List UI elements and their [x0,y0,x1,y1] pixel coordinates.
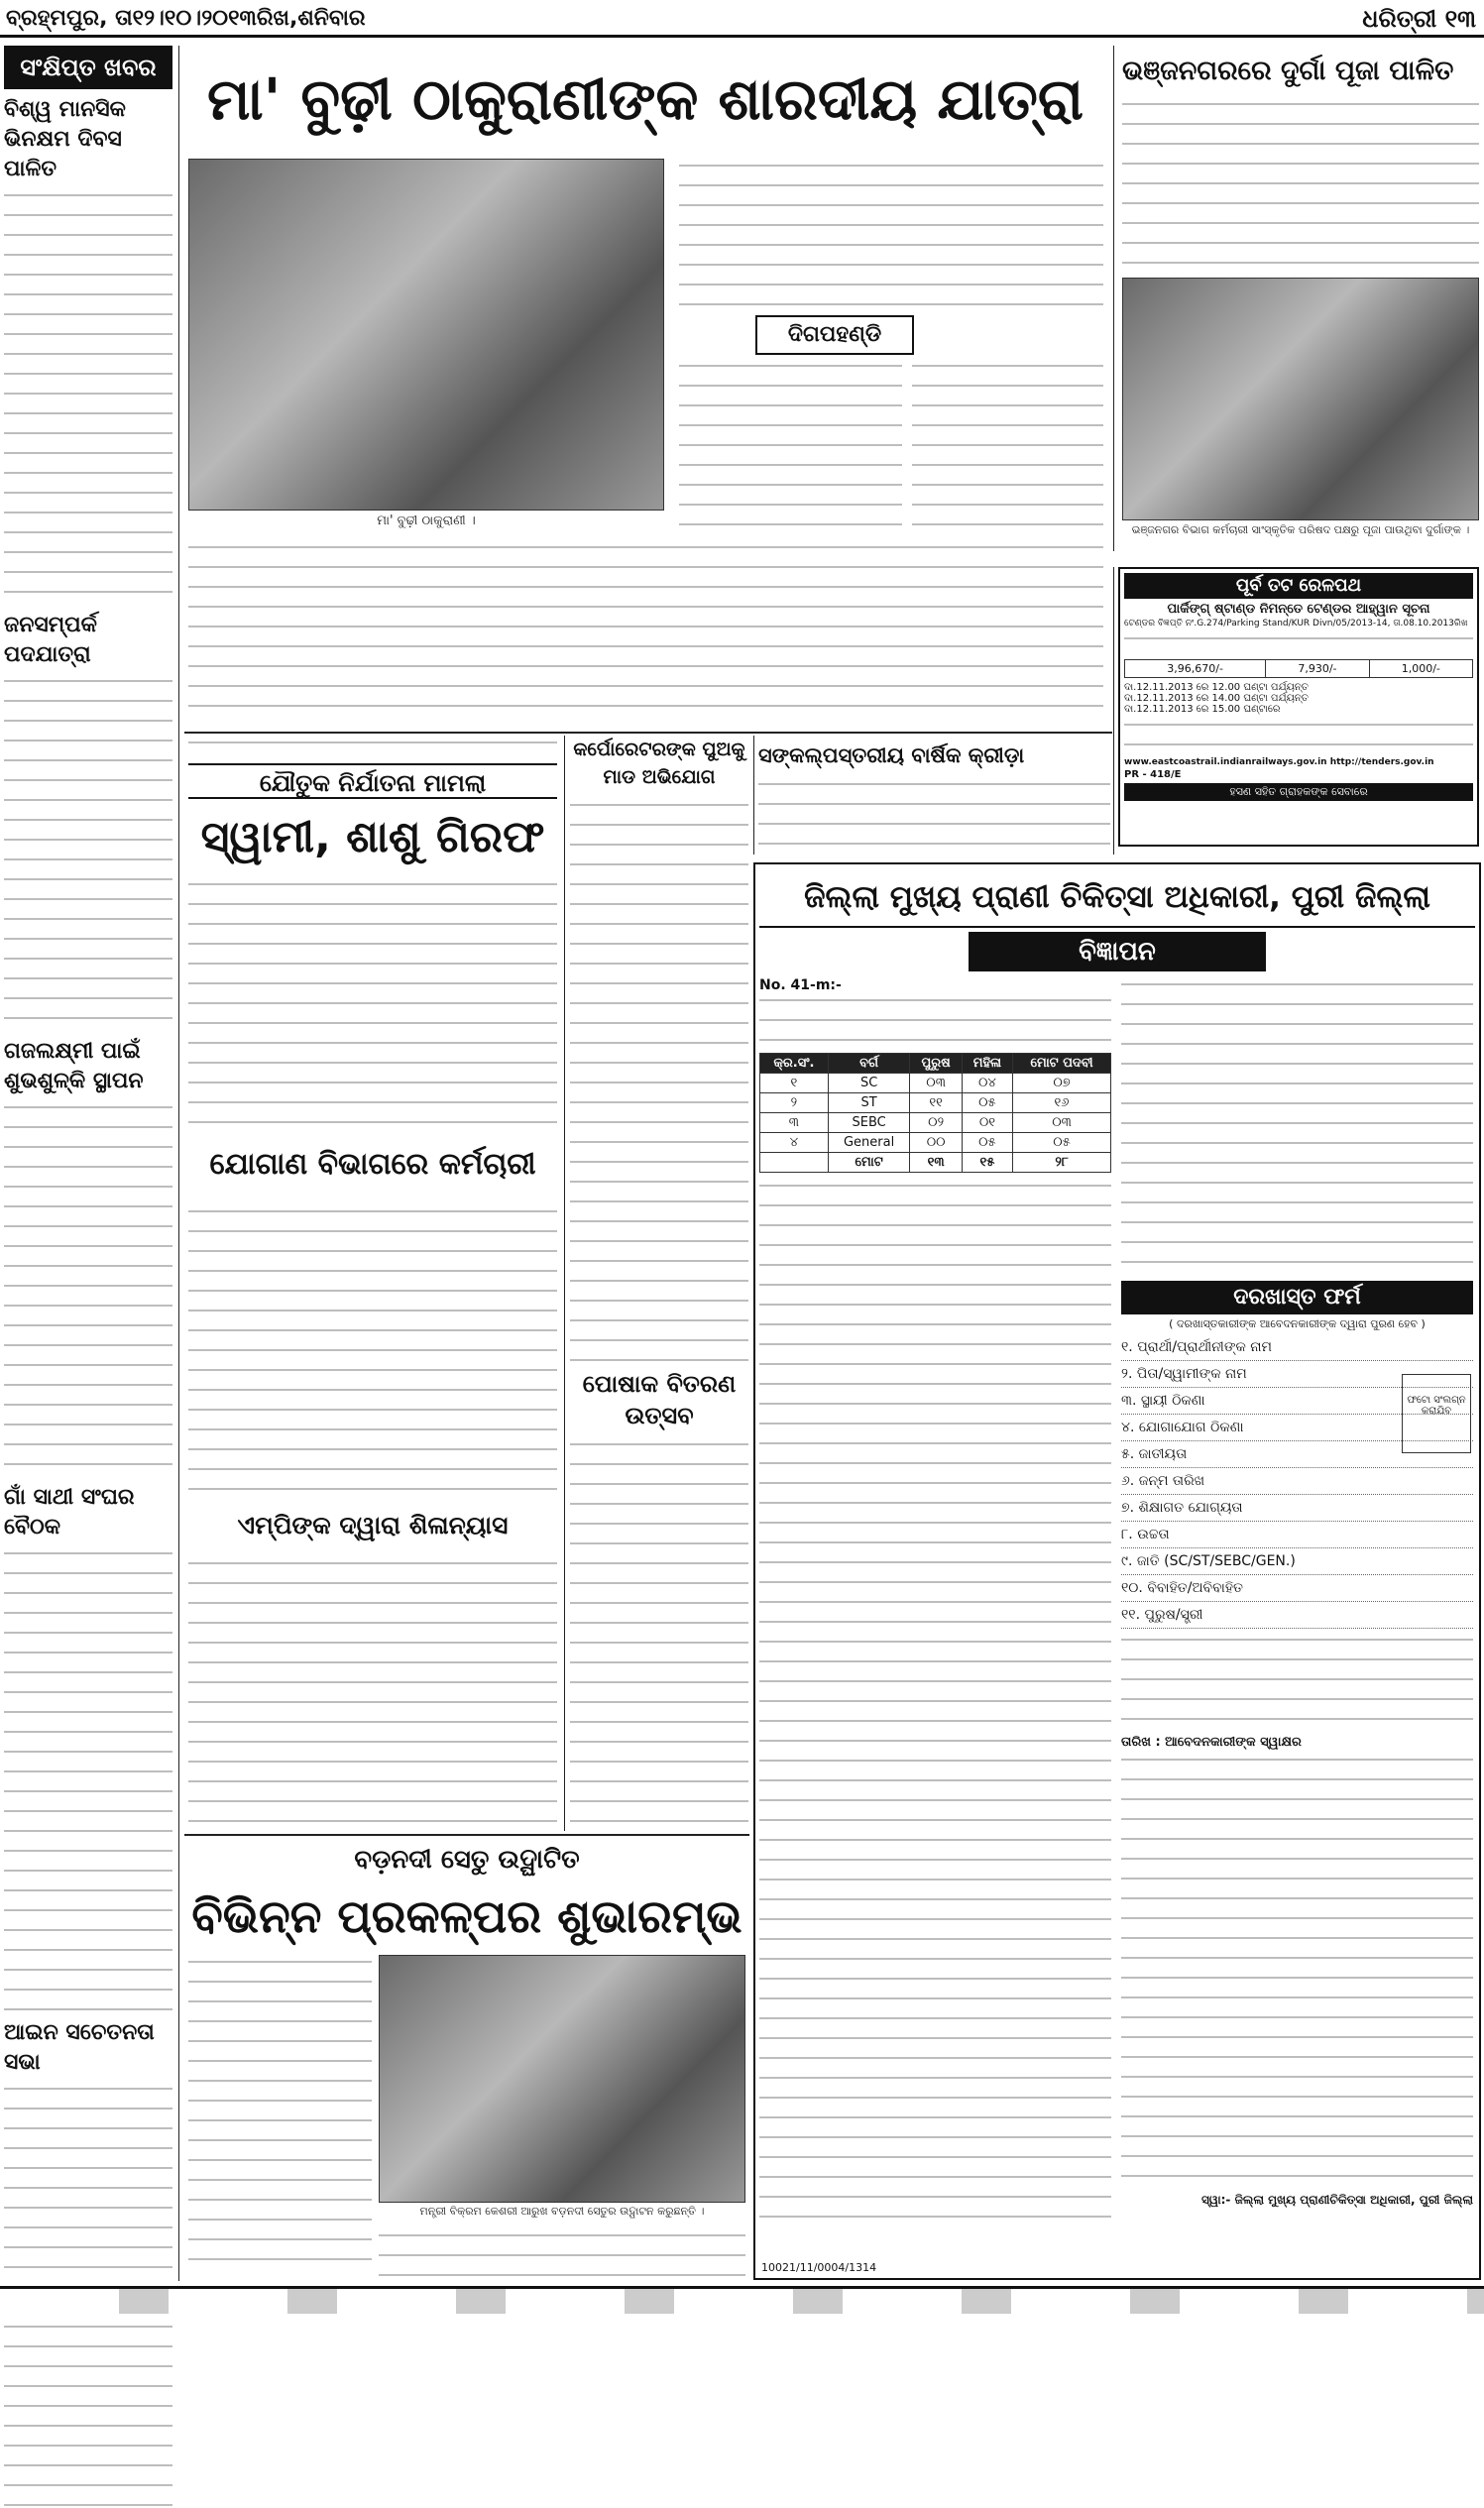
table-cell: ୦୫ [962,1093,1012,1113]
table-cell: ୧ [760,1074,829,1093]
table-cell: ୨୮ [1013,1153,1111,1173]
table-cell: ୦୫ [1013,1133,1111,1153]
table-cell: ୦୧ [962,1113,1012,1133]
table-cell: SEBC [828,1113,910,1133]
lead-headline: ମା' ବୁଢ଼ୀ ଠାକୁରାଣୀଙ୍କ ଶାରଦୀୟ ଯାତ୍ରା [206,65,1084,133]
brief-text [4,1546,172,2012]
lead-text [679,359,902,527]
supply-dept-headline: ଯୋଗାଣ ବିଭାଗରେ କର୍ମଚାରୀ [209,1147,536,1182]
table-cell: ୧୬ [1013,1093,1111,1113]
lead-text [679,159,1103,312]
form-field: ୪. ଯୋଗାଯୋଗ ଠିକଣା [1121,1415,1473,1441]
tender-date: ଦା.12.11.2013 ରେ 12.00 ଘଣ୍ଟା ପର୍ଯ୍ୟନ୍ତ [1124,682,1309,693]
ad-title: ଜିଲ୍ଲା ମୁଖ୍ୟ ପ୍ରାଣୀ ଚିକିତ୍ସା ଅଧିକାରୀ, ପୁରୀ ଜିଲ୍ଲା [759,868,1475,928]
table-header: କ୍ର.ସଂ. [760,1054,829,1074]
form-field: ୫. ଜାତୀୟତା [1121,1441,1473,1468]
sports-headline: ସଙ୍କଲ୍ପସ୍ତରୀୟ ବାର୍ଷିକ କ୍ରୀଡ଼ା [758,743,1025,767]
story-text [188,736,557,761]
table-row [760,1093,1111,1113]
table-cell: ୦୩ [910,1074,962,1093]
sports-text [758,777,1110,853]
form-subtitle: ( ଦରଖାସ୍ତକାରୀଙ୍କ ଆବେଦନକାରୀଙ୍କ ଦ୍ୱାରା ପୁରଣ ହେବ ) [1169,1317,1426,1330]
lead-text [188,540,1103,724]
masthead-bar [0,0,1484,38]
brief-text [4,188,172,605]
table-header: ବର୍ଗ [828,1054,910,1074]
photo-box [1402,1374,1471,1453]
table-cell: ୦୩ [1013,1113,1111,1133]
lead-photo [188,159,664,511]
ad-subtitle: ବିଜ୍ଞାପନ [969,932,1266,971]
table-cell [760,1153,829,1173]
tender-code: PR - 418/E [1124,769,1182,780]
story-text [188,1955,372,2277]
tender-value: 3,96,670/- [1125,660,1266,678]
corporator-son-headline: କର୍ପୋରେଟରଙ୍କ ପୁଅକୁ ମାଡ ଅଭିଯୋଗ [573,739,745,788]
tender-text [1124,718,1473,757]
table-row [760,1074,1111,1093]
table-cell: ୨ [760,1093,829,1113]
bridge-kicker: ବଡ଼ନଦୀ ସେତୁ ଉଦ୍ଘାଟିତ [354,1845,580,1875]
column-rule [1113,46,1114,551]
table-cell: ମୋଟ [828,1153,910,1173]
form-field: ୯. ଜାତି (SC/ST/SEBC/GEN.) [1121,1548,1473,1575]
dowry-kicker: ଯୌତୁକ ନିର୍ଯାତନା ମାମଲା [188,763,557,799]
story-text [570,798,748,1363]
ad-text [1121,1753,1473,2189]
ad-right-col [1121,977,1473,2220]
tender-text [1124,631,1473,657]
ad-body [759,977,1475,2220]
column-rule [753,736,754,855]
application-form [1121,1334,1473,1629]
table-row [760,1133,1111,1153]
table-cell: ୦୨ [910,1113,962,1133]
dateline-box: ଦିଗପହଣ୍ଡି [755,315,914,355]
form-title: ଦରଖାସ୍ତ ଫର୍ମ [1121,1281,1473,1314]
tender-org: ପୂର୍ବ ତଟ ରେଳପଥ [1124,573,1473,599]
table-row [760,1113,1111,1133]
vet-officer-advertisement [753,862,1481,2280]
form-field: ୧୧. ପୁରୁଷ/ସ୍ତ୍ରୀ [1121,1602,1473,1629]
attest-heading: ତାରିଖ : ଆବେଦନକାରୀଙ୍କ ସ୍ୱାକ୍ଷର [1121,1735,1302,1750]
table-cell: SC [828,1074,910,1093]
durga-puja-text [1122,97,1479,271]
dateline: ବ୍ରହ୍ମପୁର, ତା୧୨।୧୦।୨୦୧୩ରିଖ,ଶନିବାର [6,6,366,31]
form-field: ୨. ପିତା/ସ୍ୱାମୀଙ୍କ ନାମ [1121,1361,1473,1388]
table-cell: ୦୭ [1013,1074,1111,1093]
form-field: ୧. ପ୍ରାର୍ଥୀ/ପ୍ରାର୍ଥୀନୀଙ୍କ ନାମ [1121,1334,1473,1361]
tender-table [1124,659,1473,678]
table-cell: ୧୧ [910,1093,962,1113]
section-rule [184,1834,749,1836]
story-text [188,1204,557,1497]
table-cell: ୩ [760,1113,829,1133]
column-rule [564,736,565,1831]
durga-photo [1122,278,1479,520]
brief-text [4,1100,172,1477]
ad-text [759,1179,1111,2220]
brief-headline: ଗାଁ ସାଥୀ ସଂଘର ବୈଠକ [4,1485,135,1539]
ad-left-col [759,977,1111,2220]
table-cell: ୧୫ [962,1153,1012,1173]
table-header: ମୋଟ ପଦବୀ [1013,1054,1111,1074]
tender-ref: ଟେଣ୍ଡର ବିଜ୍ଞପ୍ତି ନଂ.G.274/Parking Stand/KUR Divn/05/2013-14, ତା.08.10.2013ରିଖ [1124,619,1468,628]
ad-number: No. 41-m:- [759,977,842,993]
story-text [379,2228,745,2278]
durga-photo-caption: ଭଞ୍ଜନଗର ବିଭାଗ କର୍ମଚାରୀ ସାଂସ୍କୃତିକ ପରିଷଦ ପକ୍ଷରୁ ପୂଜା ପାଉଥିବା ଦୁର୍ଗାଙ୍କ । [1131,523,1470,536]
column-rule [178,46,179,2281]
form-field: ୮. ଉଚ୍ଚତା [1121,1522,1473,1548]
table-cell: ୦୫ [962,1133,1012,1153]
tender-date: ଦା.12.11.2013 ରେ 14.00 ଘଣ୍ଟା ପର୍ଯ୍ୟନ୍ତ [1124,693,1309,704]
dowry-headline: ସ୍ୱାମୀ, ଶାଶୁ ଗିରଫ [200,812,545,862]
railway-tender-notice [1118,567,1479,847]
ad-text [1121,1633,1473,1732]
lead-photo-caption: ମା' ବୁଢ଼ୀ ଠାକୁରାଣୀ । [377,513,476,528]
table-cell: ୧୩ [910,1153,962,1173]
bridge-photo [379,1955,745,2203]
story-text [188,877,557,1125]
tender-title: ପାର୍କିଙ୍ଗ୍ ଷ୍ଟାଣ୍ଡ ନିମନ୍ତେ ଟେଣ୍ଡର ଆହ୍ୱାନ ସୂଚନା [1167,602,1430,617]
story-text [570,1437,748,1829]
tender-date: ଦା.12.11.2013 ରେ 15.00 ଘଣ୍ଟାରେ [1124,704,1281,715]
brief-headline: ଜନସମ୍ପର୍କ ପଦଯାତ୍ରା [4,613,97,667]
form-field: ୩. ସ୍ଥାୟୀ ଠିକଣା [1121,1388,1473,1415]
ad-text [1121,977,1473,1275]
ad-text [759,993,1111,1053]
left-column [4,46,172,2281]
ad-signature: ସ୍ୱା:- ଜିଲ୍ଲା ମୁଖ୍ୟ ପ୍ରାଣୀଚିକିତ୍ସା ଅଧିକାରୀ, ପୁରୀ ଜିଲ୍ଲା [1201,2193,1473,2207]
table-row [760,1153,1111,1173]
tender-footer: ହସଣ ସହିତ ଗ୍ରାହକଙ୍କ ସେବାରେ [1124,783,1473,801]
form-field: ୭. ଶିକ୍ଷାଗତ ଯୋଗ୍ୟତା [1121,1495,1473,1522]
table-cell: ୪ [760,1133,829,1153]
column-rule [1113,567,1114,855]
form-field: ୧୦. ବିବାହିତ/ଅବିବାହିତ [1121,1575,1473,1602]
table-cell: ୦୪ [962,1074,1012,1093]
vacancy-table [759,1053,1111,1173]
section-rule [184,732,1112,734]
tender-web: www.eastcoastrail.indianrailways.gov.in http://tenders.gov.in [1124,757,1434,767]
form-field: ୬. ଜନ୍ମ ତାରିଖ [1121,1468,1473,1495]
foundation-headline: ଏମ୍ପିଙ୍କ ଦ୍ୱାରା ଶିଳାନ୍ୟାସ [237,1511,509,1539]
uniform-distribution-headline: ପୋଷାକ ବିତରଣ ଉତ୍ସବ [582,1370,737,1429]
ad-code: 10021/11/0004/1314 [761,2261,877,2274]
table-cell: ST [828,1093,910,1113]
bridge-headline: ବିଭିନ୍ନ ପ୍ରକଳ୍ପର ଶୁଭାରମ୍ଭ [191,1889,742,1943]
brief-text [4,674,172,1031]
table-header: ମହିଳା [962,1054,1012,1074]
tender-emd: 7,930/- [1266,660,1369,678]
story-text [188,1556,557,1829]
table-header: ପୁରୁଷ [910,1054,962,1074]
page-label: ଧରିତ୍ରୀ ୧୩ [1362,5,1476,33]
durga-puja-headline: ଭଞ୍ଜନଗରରେ ଦୁର୍ଗା ପୂଜା ପାଳିତ [1122,56,1454,86]
page-footer [0,2286,1484,2314]
brief-headline: ଆଇନ ସଚେତନତା ସଭା [4,2020,155,2075]
tender-fee: 1,000/- [1369,660,1472,678]
brief-news-banner: ସଂକ୍ଷିପ୍ତ ଖବର [4,46,172,89]
table-cell: General [828,1133,910,1153]
photo-box-label: ଫଟୋ ସଂଲଗ୍ନ କରାଯିବ [1407,1395,1466,1417]
brief-headline: ବିଶ୍ୱ ମାନସିକ ଭିନକ୍ଷମ ଦିବସ ପାଳିତ [4,97,126,181]
brief-headline: ଗଜଲକ୍ଷ୍ମୀ ପାଇଁ ଶୁଭଶୁଳ୍କି ସ୍ଥାପନ [4,1039,144,1093]
bridge-photo-caption: ମନ୍ତ୍ରୀ ବିକ୍ରମ କେଶରୀ ଆରୁଖ ବଡ଼ନଦୀ ସେତୁର ଉଦ୍ଘାଟନ କରୁଛନ୍ତି । [419,2205,705,2218]
lead-text [912,359,1103,527]
table-cell: ୦୦ [910,1133,962,1153]
